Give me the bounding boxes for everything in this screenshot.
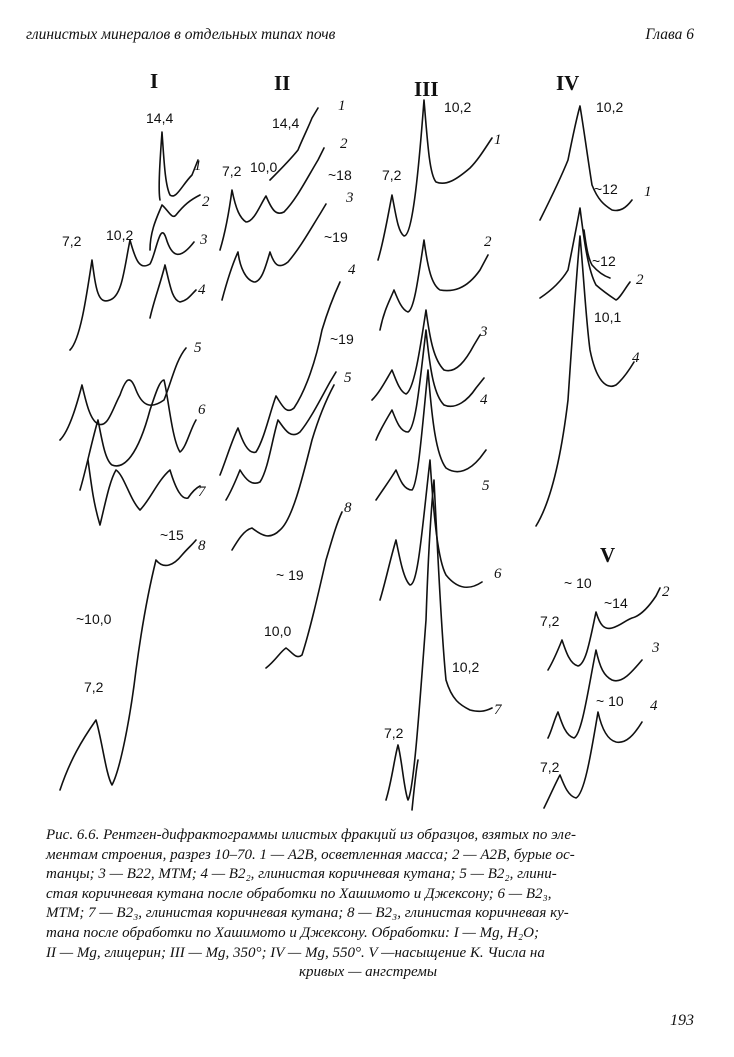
panel-II-curves — [220, 108, 342, 668]
panel-title-I: I — [150, 69, 159, 93]
peak-label: ~12 — [594, 181, 618, 197]
curve-number: 4 — [480, 392, 488, 408]
panel-title-IV: IV — [556, 71, 580, 95]
running-header-title: глинистых минералов в отдельных типах почв — [26, 26, 336, 43]
curve-III-2 — [380, 240, 488, 330]
peak-label: 10,0 — [250, 159, 278, 175]
curve-III-7b — [412, 760, 418, 810]
curve-II-6 — [232, 385, 334, 550]
curve-number: 6 — [198, 402, 206, 418]
peak-label: 10,2 — [444, 99, 472, 115]
curve-number: 7 — [494, 702, 502, 718]
curve-number: 3 — [652, 640, 660, 656]
curve-number: 1 — [194, 158, 202, 174]
curve-number: 4 — [348, 262, 356, 278]
curve-number: 6 — [494, 566, 502, 582]
curve-number: 2 — [340, 136, 348, 152]
curve-number: 2 — [662, 584, 670, 600]
peak-label: 14,4 — [272, 115, 300, 131]
curve-III-6 — [380, 460, 482, 600]
peak-label: ~19 — [330, 331, 354, 347]
panel-title-II: II — [274, 71, 291, 95]
peak-label: 14,4 — [146, 110, 174, 126]
page-number: 193 — [670, 1012, 694, 1029]
peak-label: ~15 — [160, 527, 184, 543]
curve-number: 1 — [644, 184, 652, 200]
curve-number: 2 — [202, 194, 210, 210]
caption-line: кривых — ангстремы — [299, 964, 437, 981]
curve-I-4 — [150, 265, 196, 318]
curve-II-8 — [266, 512, 342, 668]
curve-I-8 — [60, 540, 196, 790]
curve-number: 8 — [344, 500, 352, 516]
peak-label: 10,2 — [596, 99, 624, 115]
running-header-chapter: Глава 6 — [645, 26, 694, 43]
curve-I-7 — [88, 460, 200, 525]
curve-I-1 — [159, 132, 198, 200]
curve-number: 3 — [480, 324, 488, 340]
peak-label: 10,0 — [264, 623, 292, 639]
peak-label: ~ 19 — [276, 567, 304, 583]
curve-number: 2 — [636, 272, 644, 288]
peak-label: ~12 — [592, 253, 616, 269]
panel-title-III: III — [414, 77, 439, 101]
peak-label: 10,1 — [594, 309, 622, 325]
curve-number: 8 — [198, 538, 206, 554]
curve-number: 3 — [200, 232, 208, 248]
caption-line: ментам строения, разрез 10–70. 1 — А2В, осветленная масса; 2 — А2В, бурые ос- — [46, 846, 575, 863]
curve-IV-2 — [540, 208, 630, 300]
peak-label: ~ 10 — [564, 575, 592, 591]
curve-III-7 — [386, 480, 492, 800]
panel-title-V: V — [600, 543, 616, 567]
curve-number: 7 — [198, 484, 206, 500]
curve-IV-1 — [540, 106, 632, 220]
caption-line: Рис. 6.6. Рентген-дифрактограммы илистых фракций из образцов, взятых по эле- — [46, 827, 576, 843]
curve-number: 4 — [650, 698, 658, 714]
curve-II-3 — [222, 204, 326, 300]
curve-number: 5 — [194, 340, 202, 356]
curve-number: 5 — [482, 478, 490, 494]
curve-number: 3 — [346, 190, 354, 206]
curve-number: 2 — [484, 234, 492, 250]
curve-IV-4 — [536, 236, 634, 526]
curve-II-5 — [226, 372, 336, 500]
curve-I-6 — [80, 380, 196, 490]
peak-label: 10,2 — [106, 227, 134, 243]
curve-number: 1 — [494, 132, 502, 148]
peak-label: 7,2 — [84, 679, 104, 695]
peak-label: 7,2 — [384, 725, 404, 741]
peak-label: 7,2 — [540, 759, 560, 775]
caption-line: танцы; 3 — В22, МТМ; 4 — В2₂, глинистая коричневая кутана; 5 — В2₂, глини- — [46, 866, 557, 883]
peak-label: ~ 10 — [596, 693, 624, 709]
curve-II-4 — [220, 282, 340, 475]
peak-label: 10,2 — [452, 659, 480, 675]
caption-line: II — Mg, глицерин; III — Mg, 350°; IV — Mg, 550°. V —насыщение К. Числа на — [46, 944, 545, 961]
curve-number: 1 — [338, 98, 346, 114]
peak-label: 7,2 — [62, 233, 82, 249]
peak-label: 7,2 — [540, 613, 560, 629]
caption-line: стая коричневая кутана после обработки по Хашимото и Джексону; 6 — В2₃, — [46, 885, 552, 902]
curve-number: 5 — [344, 370, 352, 386]
curve-number: 4 — [198, 282, 206, 298]
curve-number: 4 — [632, 350, 640, 366]
peak-label: ~10,0 — [76, 611, 112, 627]
peak-label: 7,2 — [382, 167, 402, 183]
curve-I-3 — [70, 233, 194, 350]
caption-line: МТМ; 7 — В2₃, глинистая коричневая кутана; 8 — В2₃, глинистая коричневая ку- — [46, 905, 569, 922]
peak-label: ~18 — [328, 167, 352, 183]
caption-line: тана после обработки по Хашимото и Джексону. Обработки: I — Mg, H₂O; — [46, 924, 539, 941]
peak-label: 7,2 — [222, 163, 242, 179]
peak-label: ~19 — [324, 229, 348, 245]
peak-label: ~14 — [604, 595, 628, 611]
panel-III-curves — [372, 100, 492, 810]
figure-caption — [46, 826, 690, 983]
curve-V-3 — [548, 650, 642, 738]
